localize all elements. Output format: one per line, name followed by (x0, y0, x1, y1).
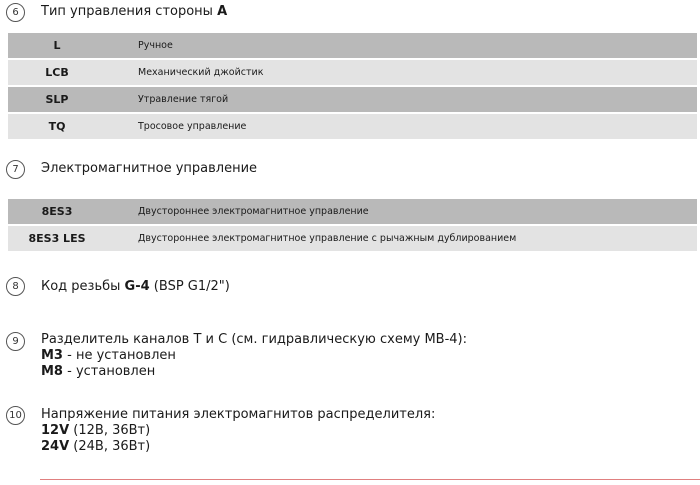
option-text: - установлен (62, 364, 156, 379)
electromagnetic-table (8, 199, 697, 253)
row-desc: Двустороннее электромагнитное управление с рычажным дублированием (138, 233, 517, 244)
section-10-title: Напряжение питания электромагнитов распределителя: (41, 407, 436, 422)
option-text: (12В, 36Вт) (69, 423, 151, 438)
row-code: 8ES3 LES (28, 232, 86, 245)
row-desc: Ручное (138, 40, 173, 51)
row-desc: Двустороннее электромагнитное управление (138, 206, 369, 217)
option-line (41, 439, 435, 454)
row-desc: Механический джойстик (138, 67, 264, 78)
option-line (41, 423, 435, 438)
section-8-title-bold: G-4 (124, 279, 150, 294)
section-number-6: 6 (6, 3, 25, 22)
option-code: M3 (41, 348, 63, 363)
table-row (8, 199, 697, 224)
section-number-9: 9 (6, 332, 25, 351)
option-text: (24В, 36Вт) (69, 439, 151, 454)
section-8-title-text: Код резьбы (41, 279, 125, 294)
row-desc: Утравление тягой (138, 94, 229, 105)
section-10-block (41, 407, 435, 454)
table-row (8, 226, 697, 251)
section-6-title-bold: A (217, 4, 228, 19)
table-row (8, 114, 697, 139)
section-9-title: Разделитель каналов T и C (см. гидравлическую схему MB-4): (41, 332, 468, 347)
section-number-8: 8 (6, 277, 25, 296)
section-number-7: 7 (6, 160, 25, 179)
control-type-table (8, 33, 697, 141)
row-desc: Тросовое управление (138, 121, 247, 132)
table-row (8, 33, 697, 58)
row-code: 8ES3 (41, 205, 73, 218)
table-row (8, 87, 697, 112)
row-code: LCB (45, 66, 69, 79)
row-code: SLP (45, 93, 69, 106)
option-code: M8 (41, 364, 63, 379)
table-row (8, 60, 697, 85)
section-8-title (41, 279, 230, 294)
option-line (41, 348, 467, 363)
option-text: - не установлен (62, 348, 176, 363)
row-code: L (53, 39, 61, 52)
section-6-title-text: Тип управления стороны (41, 4, 218, 19)
section-8-title-rest: (BSP G1/2") (149, 279, 230, 294)
section-number-10: 10 (6, 406, 25, 425)
option-code: 24V (41, 439, 70, 454)
option-code: 12V (41, 423, 70, 438)
row-code: TQ (48, 120, 66, 133)
section-7-title: Электромагнитное управление (41, 161, 258, 176)
divider-line (40, 479, 700, 480)
option-line (41, 364, 467, 379)
section-6-title (41, 4, 227, 19)
section-9-block (41, 332, 467, 379)
